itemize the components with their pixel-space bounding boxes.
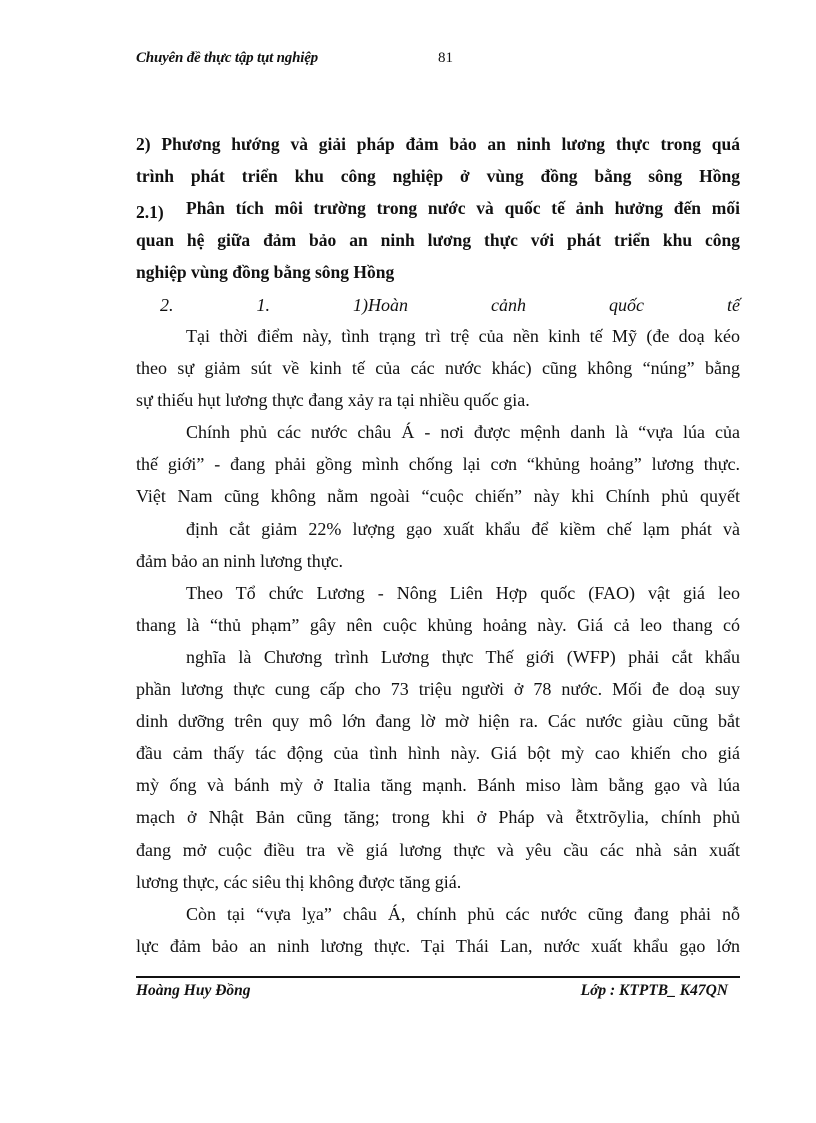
footer-class: Lớp : KTPTB_ K47QN bbox=[580, 982, 728, 999]
footer-author: Hoàng Huy Đồng bbox=[136, 982, 251, 999]
text-line: Còn tại “vựa lỵa” châu Á, chính phủ các nước cũng đang phải nỗ bbox=[186, 903, 740, 924]
page-header bbox=[136, 50, 740, 70]
text-line: nghĩa là Chương trình Lương thực Thế giới (WFP) phải cắt khẩu bbox=[186, 646, 740, 667]
text-line: dinh dưỡng trên quy mô lớn đang lờ mờ hiện ra. Các nước giàu cũng bắt bbox=[136, 711, 740, 732]
text-line: lương thực, các siêu thị không được tăng giá. bbox=[136, 871, 462, 892]
text-line: thế giới” - đang phải gồng mình chống lại cơn “khủng hoảng” lương thực. bbox=[136, 454, 740, 475]
paragraph-2 bbox=[136, 416, 740, 576]
body-text bbox=[136, 320, 740, 962]
subhead-part: 1. bbox=[256, 295, 270, 315]
text-line: Tại thời điểm này, tình trạng trì trệ của nền kinh tế Mỹ (đe doạ kéo bbox=[186, 326, 740, 346]
text-line: đảm bảo an ninh lương thực. bbox=[136, 550, 343, 571]
text-line: thang là “thủ phạm” gây nên cuộc khủng hoảng này. Giá cả leo thang có bbox=[136, 614, 740, 635]
paragraph-1 bbox=[136, 320, 740, 416]
footer-divider bbox=[136, 976, 740, 978]
text-line: lực đảm bảo an ninh lương thực. Tại Thái Lan, nước xuất khẩu gạo lớn bbox=[136, 935, 740, 956]
text-line: Theo Tổ chức Lương - Nông Liên Hợp quốc (FAO) vật giá leo bbox=[186, 582, 740, 603]
sub-subsection-heading bbox=[160, 290, 740, 320]
subhead-part: 1)Hoàn bbox=[353, 295, 408, 315]
paragraph-4 bbox=[136, 898, 740, 962]
text-line: đầu cảm thấy tác động của tình hình này. Giá bột mỳ cao khiến cho giá bbox=[136, 743, 740, 764]
paragraph-3 bbox=[136, 577, 740, 898]
section-heading-line-1: 2) Phương hướng và giải pháp đảm bảo an ninh lương thực trong quá bbox=[136, 134, 740, 154]
text-line: mỳ ống và bánh mỳ ở Italia tăng mạnh. Bánh miso làm bằng gạo và lúa bbox=[136, 775, 740, 796]
page-number: 81 bbox=[438, 50, 453, 66]
subhead-part: 2. bbox=[160, 295, 174, 315]
subhead-part: cảnh bbox=[491, 295, 526, 315]
subhead-part: quốc bbox=[609, 295, 644, 315]
text-line: Chính phủ các nước châu Á - nơi được mệnh danh là “vựa lúa của bbox=[186, 422, 740, 443]
text-line: đang mở cuộc điều tra về giá lương thực và yêu cầu các nhà sản xuất bbox=[136, 839, 740, 860]
text-line: định cắt giảm 22% lượng gạo xuất khẩu để kiềm chế lạm phát và bbox=[186, 518, 740, 539]
text-line: theo sự giảm sút về kinh tế của các nước khác) cũng không “núng” bằng bbox=[136, 358, 740, 379]
section-heading-line-2: trình phát triển khu công nghiệp ở vùng đồng bằng sông Hồng bbox=[136, 166, 740, 186]
subsection-number: 2.1) bbox=[136, 202, 164, 222]
page-footer bbox=[136, 982, 740, 1004]
text-line: sự thiếu hụt lương thực đang xảy ra tại nhiều quốc gia. bbox=[136, 390, 530, 411]
subsection-heading-line-1: Phân tích môi trường trong nước và quốc tế ảnh hưởng đến mối bbox=[186, 198, 740, 218]
text-line: Việt Nam cũng không nằm ngoài “cuộc chiến” này khi Chính phủ quyết bbox=[136, 486, 740, 507]
subhead-part: tế bbox=[727, 295, 740, 315]
subsection-heading-line-2: quan hệ giữa đảm bảo an ninh lương thực với phát triển khu công bbox=[136, 230, 740, 250]
subsection-heading-line-3: nghiệp vùng đồng bằng sông Hồng bbox=[136, 262, 395, 282]
header-title: Chuyên đề thực tập tụt nghiệp bbox=[136, 50, 318, 66]
text-line: phần lương thực cung cấp cho 73 triệu người ở 78 nước. Mối đe doạ suy bbox=[136, 679, 740, 700]
text-line: mạch ở Nhật Bản cũng tăng; trong khi ở Pháp và ễtxtrõylia, chính phủ bbox=[136, 807, 740, 828]
